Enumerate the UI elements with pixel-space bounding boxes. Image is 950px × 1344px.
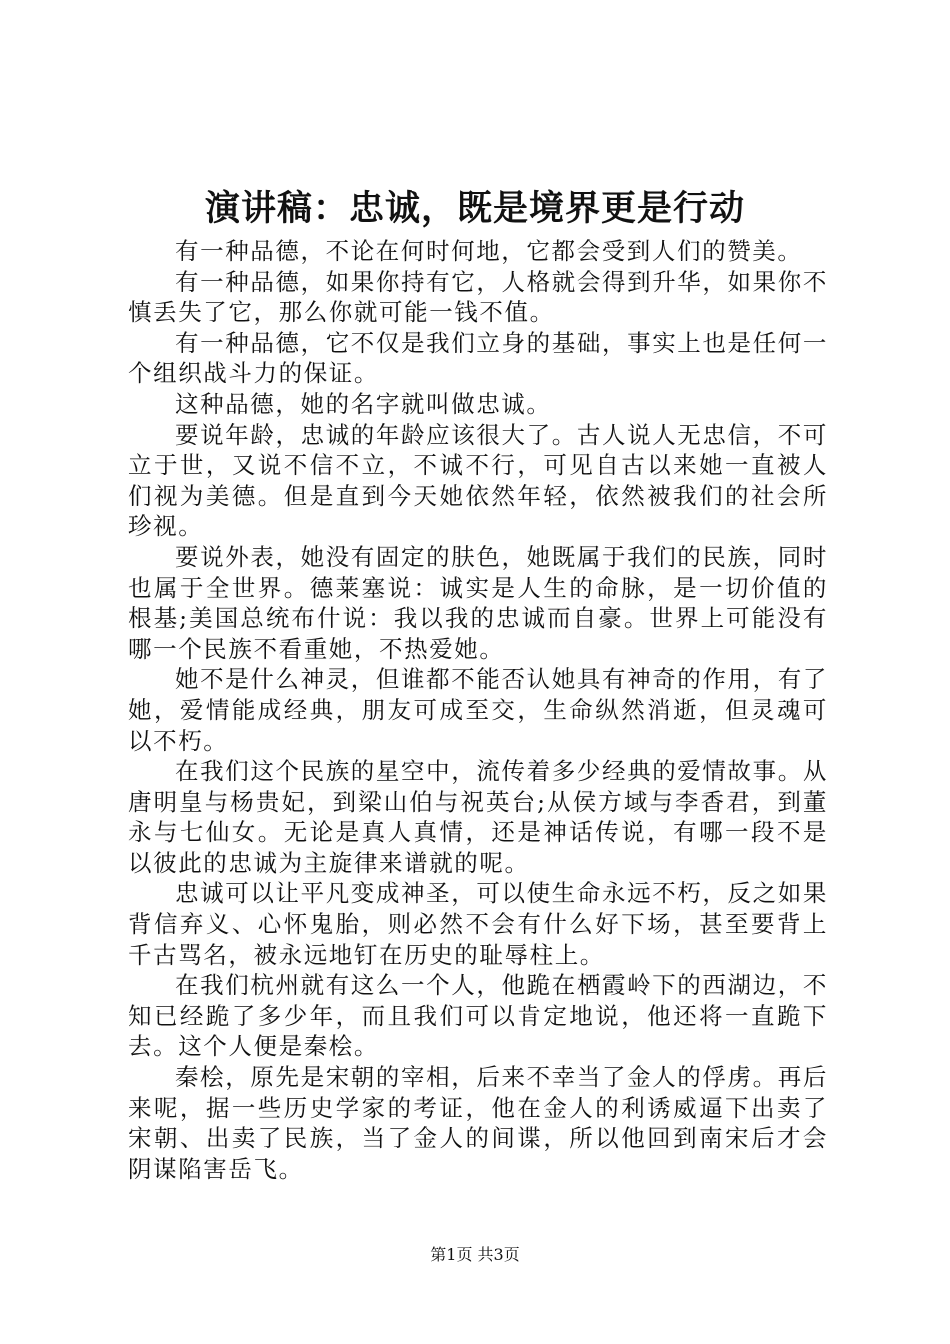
paragraph: 要说年龄，忠诚的年龄应该很大了。古人说人无忠信，不可立于世，又说不信不立，不诚不行，可见自古以来她一直被人们视为美德。但是直到今天她依然年轻，依然被我们的社会所珍视。	[128, 420, 828, 541]
paragraph: 有一种品德，它不仅是我们立身的基础，事实上也是任何一个组织战斗力的保证。	[128, 328, 828, 388]
paragraph: 秦桧，原先是宋朝的宰相，后来不幸当了金人的俘虏。再后来呢，据一些历史学家的考证，他在金人的利诱威逼下出卖了宋朝、出卖了民族，当了金人的间谍，所以他回到南宋后才会阴谋陷害岳飞。	[128, 1063, 828, 1183]
document-title: 演讲稿：忠诚，既是境界更是行动	[204, 188, 745, 229]
paragraph: 有一种品德，如果你持有它，人格就会得到升华，如果你不慎丢失了它，那么你就可能一钱不值。	[128, 267, 828, 327]
paragraph: 要说外表，她没有固定的肤色，她既属于我们的民族，同时也属于全世界。德莱塞说：诚实是人生的命脉，是一切价值的根基;美国总统布什说：我以我的忠诚而自豪。世界上可能没有哪一个民族不看重她，不热爱她。	[128, 542, 828, 663]
paragraph: 这种品德，她的名字就叫做忠诚。	[175, 389, 552, 418]
paragraph: 有一种品德，不论在何时何地，它都会受到人们的赞美。	[175, 237, 803, 265]
page-footer: 第1页 共3页	[430, 1245, 520, 1264]
paragraph: 在我们杭州就有这么一个人，他跪在栖霞岭下的西湖边，不知已经跪了多少年，而且我们可以肯定地说，他还将一直跪下去。这个人便是秦桧。	[128, 971, 828, 1061]
document-body	[128, 236, 828, 1184]
paragraph: 在我们这个民族的星空中，流传着多少经典的爱情故事。从唐明皇与杨贵妃，到梁山伯与祝英台;从侯方域与李香君，到董永与七仙女。无论是真人真情，还是神话传说，有哪一段不是以彼此的忠诚为主旋律来谱就的呢。	[128, 757, 828, 877]
paragraph: 忠诚可以让平凡变成神圣，可以使生命永远不朽，反之如果背信弃义、心怀鬼胎，则必然不会有什么好下场，甚至要背上千古骂名，被永远地钉在历史的耻辱柱上。	[128, 879, 828, 969]
paragraph: 她不是什么神灵，但谁都不能否认她具有神奇的作用，有了她，爱情能成经典，朋友可成至交，生命纵然消逝，但灵魂可以不朽。	[128, 665, 828, 755]
